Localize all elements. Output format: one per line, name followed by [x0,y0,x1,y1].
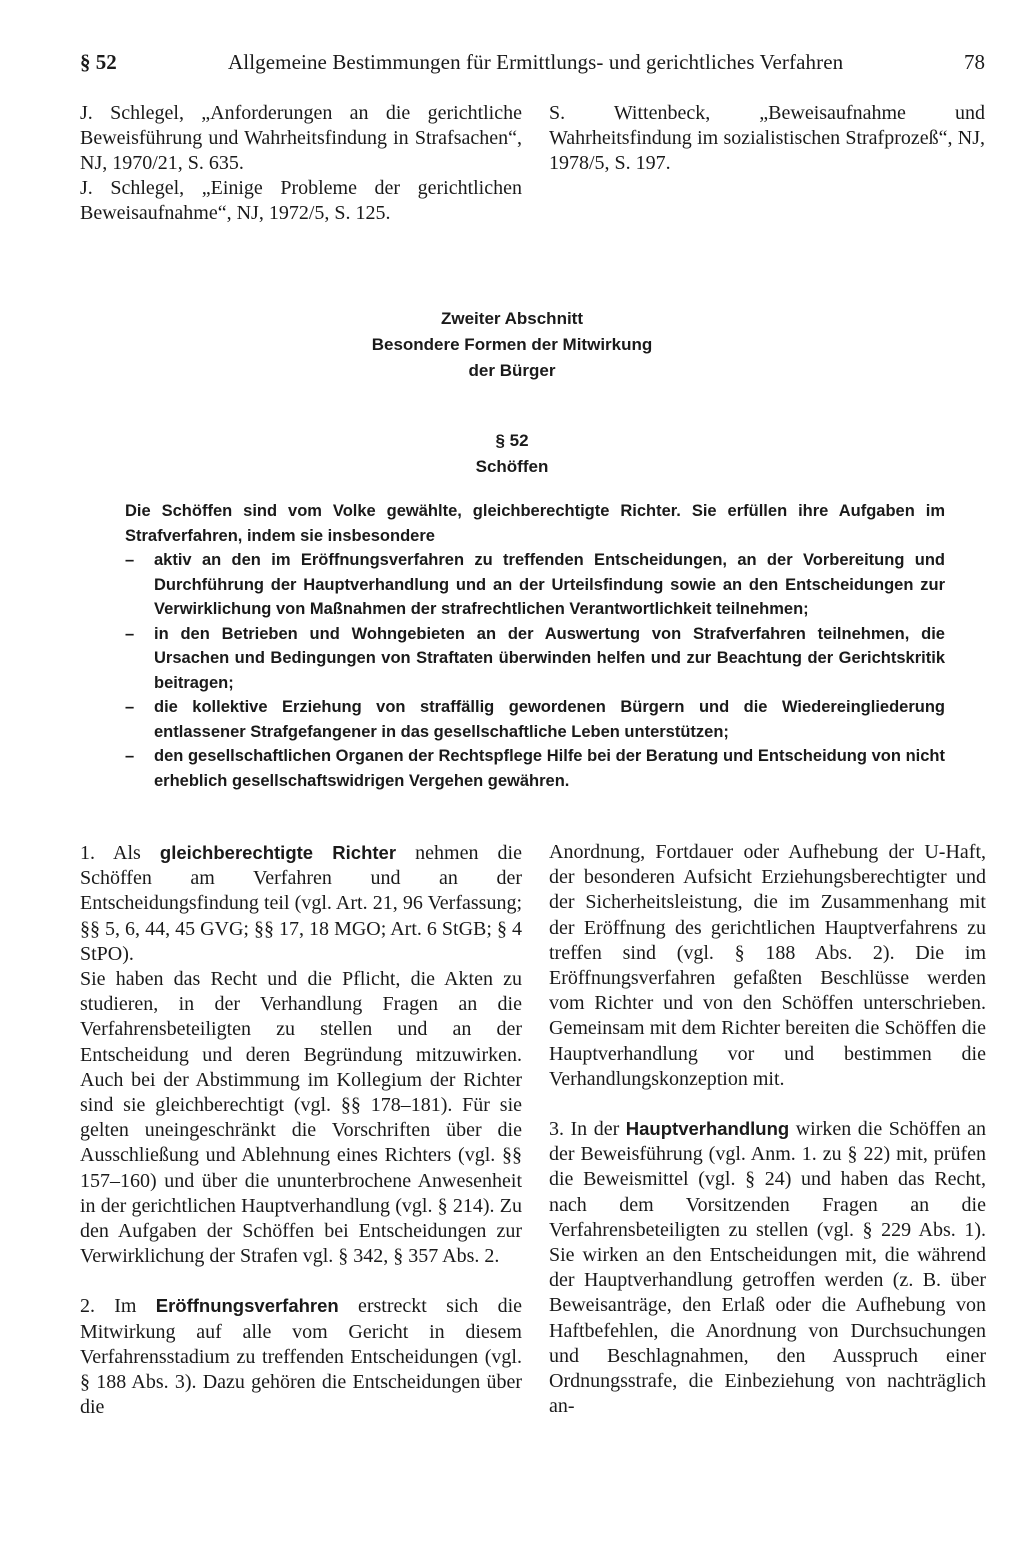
commentary-note-2-continued: Anordnung, Fortdauer oder Aufhebung der U-Haft, der besonderen Aufsicht Erziehungsberechtigter und der Sicherheitsleistung, die im Zusammenhang mit der Eröffnung des gerichtlichen Hauptverfahrens zu treffen sind (vgl. § 188 Abs. 2). Die im Eröffnungsverfahren gefaßten Beschlüsse werden vom Richter und von den Schöffen unterschrieben. Gemeinsam mit dem Richter bereiten die Schöffen die Hauptverhandlung vor und bestimmen die Verhandlungskonzeption mit. [549,841,986,1090]
statute-text [125,499,945,793]
note-lead: 1. Als [80,842,160,864]
paragraph-number: § 52 [495,431,529,450]
statute-list-item [125,744,945,793]
statute-item-text: den gesellschaftlichen Organen der Rechtspflege Hilfe bei der Beratung und Entscheidung von nicht erheblich gesellschaftswidrigen Vergehen gewähren. [154,747,945,790]
section-heading-line: der Bürger [468,361,556,380]
statute-item-text: die kollektive Erziehung von straffällig gewordenen Bürgern und die Wiedereingliederung entlassener Strafgefangener in das gesellschaftliche Leben unterstützen; [154,698,945,741]
literature-entry: J. Schlegel, „Anforderungen an die gerichtliche Beweisführung und Wahrheitsfindung in Strafsachen“, NJ, 1970/21, S. 635. [80,102,522,174]
literature-column-left [80,101,522,226]
section-heading-line: Zweiter Abschnitt [441,309,583,328]
dash-bullet: – [125,747,135,765]
section-heading [0,306,1024,384]
commentary-column-left [80,840,522,1444]
statute-list-item [125,548,945,622]
header-section-number: § 52 [80,50,117,74]
running-header [80,50,985,80]
note-text: wirken die Schöffen an der Beweisführung (vgl. Anm. 1. zu § 22) mit, prüfen die Beweismittel (vgl. § 24) und haben das Recht, nach dem Vorsitzenden Fragen an die Verfahrensbeteiligten zu stellen (vgl. § 229 Abs. 1). Sie wirken an den Entscheidungen mit, die während der Hauptverhandlung getroffen werden (z. B. über Beweisanträge, den Erlaß oder die Aufhebung von Haftbefehlen, die Anordnung von Durchsuchungen und Beschlagnahmen, den Ausspruch einer Ordnungsstrafe, die Einbeziehung von nachträglich an- [549,1118,986,1418]
page-number: 78 [964,50,985,74]
note-lead: 3. In der [549,1118,626,1141]
dash-bullet: – [125,551,135,569]
commentary-note-1 [80,840,522,967]
literature-column-right [549,101,985,176]
note-text: nehmen die Schöffen am Verfahren und an der Entscheidungsfindung teil (vgl. Art. 21, 96 Verfassung; §§ 5, 6, 44, 45 GVG; §§ 17, 18 MGO; Art. 6 StGB; § 4 StPO). [80,842,522,965]
dash-bullet: – [125,624,135,643]
statute-intro: Die Schöffen sind vom Volke gewählte, gleichberechtigte Richter. Sie erfüllen ihre Aufgaben im Strafverfahren, indem sie insbesondere [125,502,945,545]
statute-item-text: aktiv an den im Eröffnungsverfahren zu treffenden Entscheidungen, an der Vorbereitung und Durchführung der Hauptverhandlung und an der Urteilsfindung sowie an den Entscheidungen zur Verwirklichung von Maßnahmen der strafrechtlichen Verantwortlichkeit teilnehmen; [154,551,945,618]
statute-list [125,548,945,793]
statute-list-item [125,695,945,744]
commentary-note-2 [80,1293,522,1420]
commentary-note-1-paragraph: Sie haben das Recht und die Pflicht, die Akten zu studieren, in der Verhandlung Fragen an die Verfahrensbeteiligten zu stellen und an der Entscheidung und deren Begründung mitzuwirken. Auch bei der Abstimmung im Kollegium der Richter sind sie gleichberechtigt (vgl. §§ 178–181). Für sie gelten uneingeschränkt die Vorschriften über die Ausschließung und Ablehnung eines Richters (vgl. §§ 157–160) und über die ununterbrochene Anwesenheit in der gerichtlichen Hauptverhandlung (vgl. § 214). Zu den Aufgaben der Schöffen bei Entscheidungen zur Verwirklichung der Strafen vgl. § 342, § 357 Abs. 2. [80,968,522,1268]
commentary-column-right [549,840,986,1443]
statute-list-item [125,622,945,696]
note-keyword: Eröffnungsverfahren [155,1295,339,1317]
note-keyword: gleichberechtigte Richter [159,842,397,863]
statute-item-text: in den Betrieben und Wohngebieten an der Auswertung von Strafverfahren teilnehmen, die Ursachen und Bedingungen von Straftaten überwinden helfen und zur Beachtung der Gerichtskritik beitragen; [154,624,945,692]
dash-bullet: – [125,698,135,716]
paragraph-heading [0,428,1024,480]
literature-entry: J. Schlegel, „Einige Probleme der gerichtlichen Beweisaufnahme“, NJ, 1972/5, S. 125. [80,177,522,224]
note-keyword: Hauptverhandlung [625,1118,790,1140]
note-lead: 2. Im [80,1295,156,1318]
literature-entry: S. Wittenbeck, „Beweisaufnahme und Wahrheitsfindung im sozialistischen Strafprozeß“, NJ, 1978/5, S. 197. [549,102,985,174]
commentary-note-3 [549,1116,986,1419]
note-text: erstreckt sich die Mitwirkung auf alle vom Gericht in diesem Verfahrensstadium zu treffenden Entscheidungen (vgl. § 188 Abs. 3). Dazu gehören die Entscheidungen über die [80,1295,523,1419]
header-title: Allgemeine Bestimmungen für Ermittlungs- und gerichtliches Verfahren [228,50,844,74]
section-heading-line: Besondere Formen der Mitwirkung [371,335,653,354]
paragraph-title: Schöffen [475,457,549,476]
